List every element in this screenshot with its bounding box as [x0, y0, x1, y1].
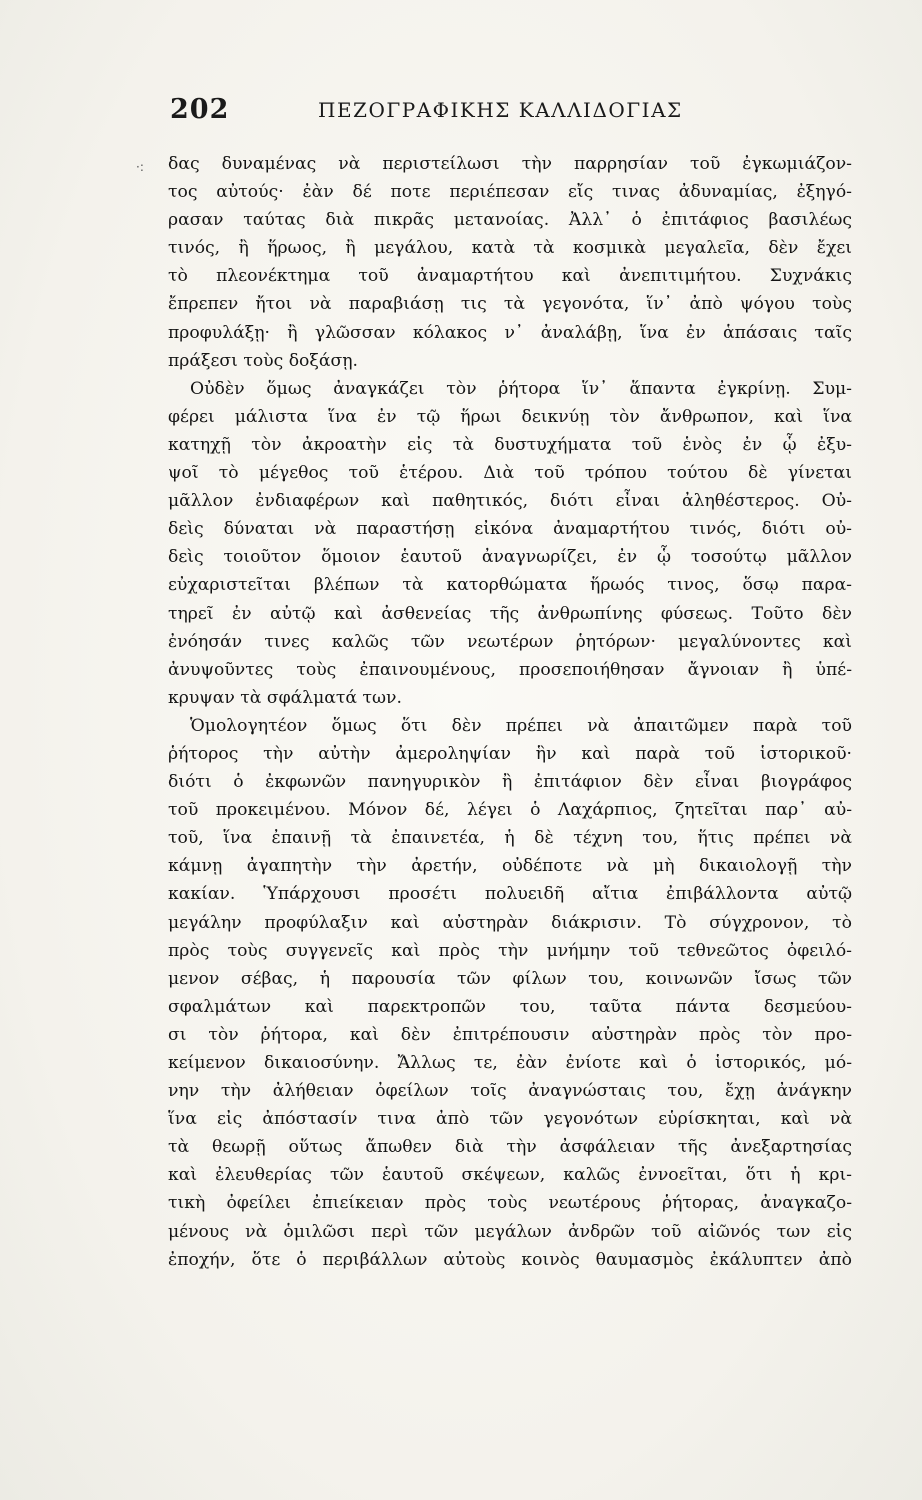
text-line: κάμνῃ ἀγαπητὴν τὴν ἀρετήν, οὐδέποτε νὰ μὴ δικαιολογῇ τὴν — [168, 856, 852, 877]
text-line: σι τὸν ῥήτορα, καὶ δὲν ἐπιτρέπουσιν αὐστηρὰν πρὸς τὸν προ- — [168, 1024, 852, 1045]
text-line: ἔπρεπεν ἤτοι νὰ παραβιάσῃ τις τὰ γεγονότα, ἵν᾽ ἀπὸ ψόγου τοὺς — [168, 294, 852, 315]
text-line: τινός, ἢ ἥρωος, ἢ μεγάλου, κατὰ τὰ κοσμικὰ μεγαλεῖα, δὲν ἔχει — [168, 238, 852, 259]
text-line: ρασαν ταύτας διὰ πικρᾶς μετανοίας. Ἀλλ᾽ ὁ ἐπιτάφιος βασιλέως — [168, 210, 852, 231]
text-line: τὰ θεωρῇ οὕτως ἄπωθεν διὰ τὴν ἀσφάλειαν τῆς ἀνεξαρτησίας — [168, 1137, 852, 1158]
text-line: τὸ πλεονέκτημα τοῦ ἀναμαρτήτου καὶ ἀνεπιτιμήτου. Συχνάκις — [168, 266, 852, 287]
page-header — [170, 94, 850, 134]
text-line: καὶ ἐλευθερίας τῶν ἑαυτοῦ σκέψεων, καλῶς ἐννοεῖται, ὅτι ἡ κρι- — [168, 1165, 852, 1186]
text-line: προφυλάξῃ· ἢ γλῶσσαν κόλακος ν᾽ ἀναλάβῃ, ἵνα ἐν ἁπάσαις ταῖς — [168, 322, 852, 343]
text-line: ῥήτορος τὴν αὐτὴν ἀμεροληψίαν ἣν καὶ παρὰ τοῦ ἱστορικοῦ· — [168, 743, 852, 764]
text-line: Οὐδὲν ὅμως ἀναγκάζει τὸν ῥήτορα ἵν᾽ ἅπαντα ἐγκρίνῃ. Συμ- — [190, 378, 852, 399]
body-text — [168, 150, 852, 1274]
text-line: δεὶς δύναται νὰ παραστήσῃ εἰκόνα ἀναμαρτήτου τινός, διότι οὐ- — [168, 519, 852, 540]
text-line: διότι ὁ ἐκφωνῶν πανηγυρικὸν ἢ ἐπιτάφιον δὲν εἶναι βιογράφος — [168, 772, 852, 793]
text-line: τοῦ προκειμένου. Μόνον δέ, λέγει ὁ Λαχάρπιος, ζητεῖται παρ᾽ αὐ- — [168, 800, 852, 821]
text-line: δεὶς τοιοῦτον ὅμοιον ἑαυτοῦ ἀναγνωρίζει, ἐν ᾧ τοσούτῳ μᾶλλον — [168, 547, 852, 568]
text-line: τος αὐτούς· ἐὰν δέ ποτε περιέπεσαν εἴς τινας ἀδυναμίας, ἐξηγό- — [168, 182, 852, 203]
running-head: ΠΕΖΟΓΡΑΦΙΚΗΣ ΚΑΛΛΙΔΟΓΙΑΣ — [318, 98, 683, 122]
text-line: μενον σέβας, ἡ παρουσία τῶν φίλων του, κοινωνῶν ἴσως τῶν — [168, 968, 852, 989]
text-line: τοῦ, ἵνα ἐπαινῇ τὰ ἐπαινετέα, ἡ δὲ τέχνη του, ἥτις πρέπει νὰ — [168, 828, 852, 849]
text-line: τικὴ ὀφείλει ἐπιείκειαν πρὸς τοὺς νεωτέρους ῥήτορας, ἀναγκαζο- — [168, 1193, 852, 1214]
text-line: πράξεσι τοὺς δοξάσῃ. — [168, 350, 358, 371]
text-line: δας δυναμένας νὰ περιστείλωσι τὴν παρρησίαν τοῦ ἐγκωμιάζον- — [168, 154, 852, 174]
text-line: κείμενον δικαιοσύνην. Ἄλλως τε, ἐὰν ἐνίοτε καὶ ὁ ἱστορικός, μό- — [168, 1053, 852, 1073]
text-line: ἐνόησάν τινες καλῶς τῶν νεωτέρων ῥητόρων· μεγαλύνοντες καὶ — [168, 631, 852, 652]
text-line: εὐχαριστεῖται βλέπων τὰ κατορθώματα ἥρωός τινος, ὅσῳ παρα- — [168, 575, 852, 596]
text-line: φέρει μάλιστα ἵνα ἐν τῷ ἥρωι δεικνύῃ τὸν ἄνθρωπον, καὶ ἵνα — [168, 406, 852, 427]
text-line: πρὸς τοὺς συγγενεῖς καὶ πρὸς τὴν μνήμην τοῦ τεθνεῶτος ὀφειλό- — [168, 940, 852, 961]
text-line: μᾶλλον ἐνδιαφέρων καὶ παθητικός, διότι εἶναι ἀληθέστερος. Οὐ- — [168, 491, 852, 512]
text-line: ἀνυψοῦντες τοὺς ἐπαινουμένους, προσεποιήθησαν ἄγνοιαν ἢ ὑπέ- — [168, 659, 852, 680]
text-line: Ὁμολογητέον ὅμως ὅτι δὲν πρέπει νὰ ἀπαιτῶμεν παρὰ τοῦ — [190, 715, 852, 736]
text-line: μένους νὰ ὁμιλῶσι περὶ τῶν μεγάλων ἀνδρῶν τοῦ αἰῶνός των εἰς — [168, 1221, 852, 1242]
text-line: τηρεῖ ἐν αὐτῷ καὶ ἀσθενείας τῆς ἀνθρωπίνης φύσεως. Τοῦτο δὲν — [168, 603, 852, 624]
text-line: ψοῖ τὸ μέγεθος τοῦ ἑτέρου. Διὰ τοῦ τρόπου τούτου δὲ γίνεται — [168, 463, 852, 484]
page-number: 202 — [170, 94, 230, 125]
text-line: ἵνα εἰς ἀπόστασίν τινα ἀπὸ τῶν γεγονότων εὑρίσκηται, καὶ νὰ — [168, 1109, 852, 1130]
text-line: σφαλμάτων καὶ παρεκτροπῶν του, ταῦτα πάντα δεσμεύου- — [168, 996, 852, 1017]
text-line: νην τὴν ἀλήθειαν ὀφείλων τοῖς ἀναγνώσταις του, ἔχῃ ἀνάγκην — [168, 1081, 852, 1102]
text-line: κρυψαν τὰ σφάλματά των. — [168, 687, 402, 708]
margin-mark: ·: — [136, 160, 144, 174]
text-line: ἐποχήν, ὅτε ὁ περιβάλλων αὐτοὺς κοινὸς θαυμασμὸς ἐκάλυπτεν ἀπὸ — [168, 1249, 852, 1270]
text-line: μεγάλην προφύλαξιν καὶ αὐστηρὰν διάκρισιν. Τὸ σύγχρονον, τὸ — [168, 912, 852, 933]
text-line: κατηχῇ τὸν ἀκροατὴν εἰς τὰ δυστυχήματα τοῦ ἑνὸς ἐν ᾧ ἐξυ- — [168, 434, 852, 455]
text-line: κακίαν. Ὑπάρχουσι προσέτι πολυειδῆ αἴτια ἐπιβάλλοντα αὐτῷ — [168, 884, 852, 905]
